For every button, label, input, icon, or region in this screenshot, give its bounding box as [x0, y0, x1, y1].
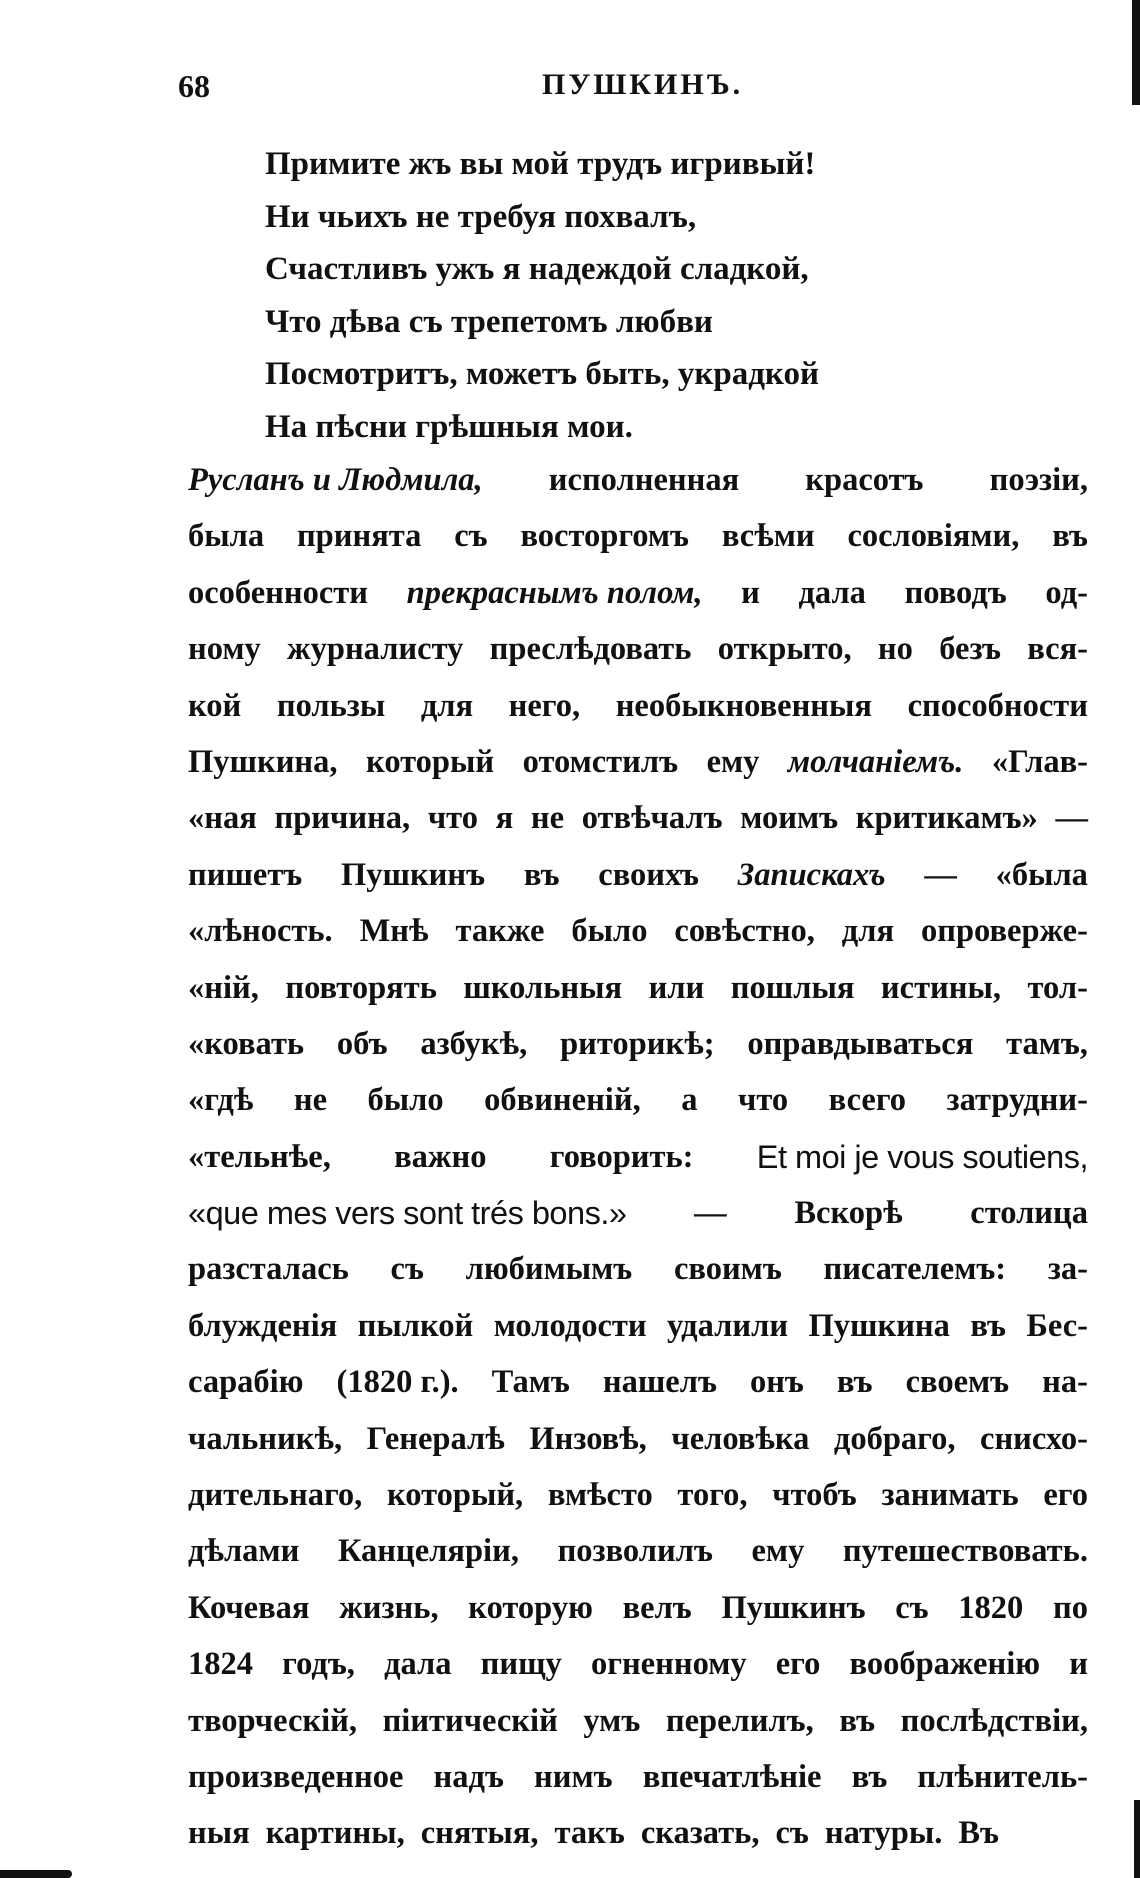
prose-word: въ [851, 1758, 888, 1795]
prose-word: своемъ [905, 1364, 1010, 1401]
prose-word: произведенное [188, 1758, 404, 1795]
prose-line [188, 1523, 1088, 1579]
scan-edge-mark [1132, 0, 1140, 105]
prose-word: а [681, 1082, 698, 1119]
prose-word: «тельнѣе, [188, 1138, 331, 1175]
prose-word: Кочевая [188, 1589, 310, 1626]
prose-word: од- [1045, 574, 1088, 611]
prose-line [188, 1580, 1088, 1636]
prose-word: или [648, 969, 705, 1006]
prose-line [188, 678, 1088, 734]
prose-word: преслѣдовать [489, 631, 692, 668]
prose-word: совѣстно, [674, 913, 815, 950]
prose-word: Et moi je vous soutiens, [756, 1138, 1088, 1175]
prose-word: отвѣчалъ [581, 800, 723, 837]
prose-word: пошлыя [730, 969, 855, 1006]
prose-word: разсталась [188, 1251, 349, 1288]
prose-word: дительнаго, [188, 1477, 363, 1514]
prose-word: отомстилъ [522, 743, 679, 780]
prose-word: за- [1047, 1251, 1088, 1288]
prose-word: всего [828, 1082, 907, 1119]
prose-word: на- [1042, 1364, 1088, 1401]
prose-word: не [530, 800, 565, 837]
prose-line [188, 1072, 1088, 1128]
prose-word: его [1043, 1477, 1088, 1514]
prose-word: перелилъ, [665, 1702, 814, 1739]
prose-word: чтобъ [772, 1477, 857, 1514]
prose-word: Пушкинъ [340, 856, 486, 893]
prose-word: важно [394, 1138, 487, 1175]
prose-word: него, [508, 687, 581, 724]
page-header [178, 68, 1090, 118]
prose-word: сословіями, [847, 518, 1020, 555]
prose-line [188, 1354, 1088, 1410]
prose-word: творческій, [188, 1702, 357, 1739]
prose-word: восторгомъ [520, 518, 689, 555]
prose-word: что [737, 1082, 789, 1119]
prose-word: принята [296, 518, 422, 555]
prose-word: блужденія [188, 1307, 338, 1344]
prose-word: плѣнитель- [917, 1758, 1088, 1795]
prose-word: пишетъ [188, 856, 303, 893]
prose-word: которую [468, 1589, 593, 1626]
prose-word: снятыя, [420, 1815, 539, 1852]
prose-word: піитическій [382, 1702, 558, 1739]
prose-word: любимымъ [465, 1251, 633, 1288]
prose-word: для [841, 913, 895, 950]
prose-word: Въ [958, 1815, 999, 1852]
poem-line: Посмотритъ, можетъ быть, украдкой [265, 356, 819, 392]
prose-word: журналисту [287, 631, 464, 668]
prose-word: было [571, 913, 648, 950]
poem-line: Ни чьихъ не требуя похвалъ, [265, 198, 697, 235]
prose-word: не [293, 1082, 328, 1119]
prose-word: особенности [188, 574, 368, 611]
prose-word: истины, [880, 969, 1001, 1006]
prose-word: (1820 г.). [336, 1364, 459, 1401]
prose-word: того, [677, 1477, 748, 1514]
prose-line [188, 1467, 1088, 1523]
prose-line [188, 1693, 1088, 1749]
prose-word: дала [798, 574, 866, 611]
prose-word: нашелъ [602, 1364, 717, 1401]
prose-word: умъ [583, 1702, 641, 1739]
prose-word: Бес- [1026, 1307, 1088, 1344]
prose-line [188, 1749, 1088, 1805]
prose-word: жизнь, [339, 1589, 439, 1626]
prose-word: критикамъ» [855, 800, 1038, 837]
prose-word: занимать [881, 1477, 1019, 1514]
prose-word: повторять [285, 969, 437, 1006]
prose-word: причина, [274, 800, 411, 837]
prose-word: писателемъ: [823, 1251, 1007, 1288]
prose-line [188, 621, 1088, 677]
prose-word: Мнѣ [359, 913, 429, 950]
prose-word: чальникѣ, [188, 1420, 343, 1457]
prose-word: дала [384, 1646, 452, 1683]
prose-word: картины, [265, 1815, 405, 1852]
prose-word: въ [523, 856, 560, 893]
prose-word: была [188, 518, 265, 555]
prose-word: по [1052, 1589, 1088, 1626]
prose-word: Русланъ и Людмила, [188, 462, 483, 498]
prose-word: также [455, 913, 545, 950]
prose-word: 1820 [958, 1589, 1024, 1626]
prose-word: «que mes vers sont trés bons.» [188, 1195, 627, 1232]
prose-word: снисхо- [980, 1420, 1088, 1457]
prose-line [188, 1129, 1088, 1185]
prose-word: сарабію [188, 1364, 304, 1401]
prose-word: «была [995, 856, 1088, 893]
prose-word: открыто, [717, 631, 852, 668]
prose-word: ему [751, 1533, 805, 1570]
prose-line [188, 1298, 1088, 1354]
prose-word: вмѣсто [547, 1477, 653, 1514]
prose-word: Пушкина, [188, 743, 338, 780]
prose-word: позволилъ [557, 1533, 713, 1570]
poem-line: Счастливъ ужъ я надеждой сладкой, [265, 251, 809, 287]
prose-word: всѣми [721, 518, 815, 555]
prose-line [188, 1016, 1088, 1072]
prose-word: Тамъ [491, 1364, 570, 1401]
poem-line: Что дѣва съ трепетомъ любви [265, 303, 713, 340]
prose-word: школьныя [463, 969, 623, 1006]
prose-line [188, 903, 1088, 959]
prose-word: человѣка [671, 1420, 810, 1457]
prose-word: обвиненій, [484, 1082, 641, 1119]
page-number: 68 [178, 68, 210, 104]
prose-line [188, 1241, 1088, 1297]
prose-word: Вскорѣ [794, 1195, 903, 1232]
prose-word: опроверже- [921, 913, 1088, 950]
prose-word: съ [390, 1251, 424, 1288]
poem-stanza [265, 138, 1045, 453]
prose-word: для [420, 687, 474, 724]
prose-word: исполненная [548, 462, 740, 498]
prose-word: красотъ [805, 462, 924, 498]
prose-word: говорить: [549, 1138, 694, 1175]
prose-word: въ [836, 1364, 873, 1401]
prose-word: годъ, [282, 1646, 355, 1683]
prose-word: «ній, [188, 969, 259, 1006]
prose-line [188, 734, 1088, 790]
prose-word: дѣлами [188, 1533, 300, 1570]
prose-word: «Глав- [991, 743, 1088, 780]
prose-word: затрудни- [946, 1082, 1088, 1119]
prose-word: поэзіи, [989, 462, 1088, 498]
prose-word: натуры. [824, 1815, 943, 1852]
prose-word: молодости [493, 1307, 647, 1344]
prose-word: велъ [622, 1589, 692, 1626]
prose-word: съ [775, 1815, 809, 1852]
prose-line [188, 960, 1088, 1016]
scan-smudge [0, 1870, 72, 1878]
prose-word: моимъ [740, 800, 839, 837]
prose-word: пользы [276, 687, 386, 724]
prose-word: ныя [188, 1815, 250, 1852]
poem-line: На пѣсни грѣшныя мои. [265, 408, 633, 445]
prose-word: ному [188, 631, 261, 668]
prose-word: послѣдствіи, [900, 1702, 1088, 1739]
prose-word: и [1069, 1646, 1088, 1683]
prose-word: Канцеляріи, [337, 1533, 519, 1570]
prose-word: и [741, 574, 760, 611]
prose-line [188, 790, 1088, 846]
prose-word: прекраснымъ полом, [406, 574, 703, 611]
prose-word: пищу [480, 1646, 562, 1683]
prose-line [188, 565, 1088, 621]
scan-edge-mark-bottom [1134, 1800, 1140, 1878]
prose-word: 1824 [188, 1646, 253, 1683]
prose-word: своихъ [598, 856, 699, 893]
prose-word: въ [970, 1307, 1007, 1344]
prose-word: его [775, 1646, 821, 1683]
prose-word: кой [188, 687, 242, 724]
prose-word: онъ [749, 1364, 804, 1401]
prose-word: «ная [188, 800, 257, 837]
prose-word: огненному [590, 1646, 747, 1683]
prose-word: способности [907, 687, 1088, 724]
prose-word: Запискахъ [737, 856, 886, 893]
prose-word: Пушкинъ [721, 1589, 866, 1626]
prose-line [188, 452, 1088, 508]
prose-word: тол- [1027, 969, 1088, 1006]
prose-word: въ [839, 1702, 876, 1739]
prose-word: который [366, 743, 495, 780]
prose-word: что [427, 800, 478, 837]
prose-word: путешествовать. [842, 1533, 1088, 1570]
prose-word: риторикѣ; [560, 1025, 715, 1062]
prose-word: удалили [666, 1307, 789, 1344]
poem-line: Примите жъ вы мой трудъ игривый! [265, 146, 816, 182]
prose-paragraph [188, 452, 1088, 1862]
prose-word: воображенію [849, 1646, 1041, 1683]
prose-word: «лѣность. [188, 913, 333, 950]
running-head: ПУШКИНЪ. [542, 68, 744, 101]
prose-word: ему [706, 743, 760, 780]
prose-word: въ [1052, 518, 1088, 555]
prose-word: азбукѣ, [420, 1025, 528, 1062]
prose-word: съ [454, 518, 488, 555]
prose-word: — [924, 856, 957, 893]
prose-word: «гдѣ [188, 1082, 254, 1119]
prose-word: объ [336, 1025, 388, 1062]
prose-word: надъ [433, 1758, 504, 1795]
prose-line [188, 1411, 1088, 1467]
prose-word: съ [895, 1589, 929, 1626]
prose-word: тамъ, [1006, 1025, 1088, 1062]
prose-word: впечатлѣніе [642, 1758, 822, 1795]
prose-word: своимъ [673, 1251, 782, 1288]
prose-line [188, 1805, 1088, 1861]
prose-word: Пушкина [808, 1307, 950, 1344]
prose-word: было [367, 1082, 444, 1119]
prose-word: такъ [554, 1815, 625, 1852]
prose-line [188, 1636, 1088, 1692]
prose-word: «ковать [188, 1025, 305, 1062]
prose-line [188, 847, 1088, 903]
prose-word: безъ [939, 631, 1001, 668]
prose-word: — [1055, 800, 1088, 837]
prose-word: — [694, 1195, 727, 1232]
prose-line [188, 508, 1088, 564]
prose-word: Инзовѣ, [529, 1420, 647, 1457]
prose-word: добраго, [833, 1420, 956, 1457]
prose-line [188, 1185, 1088, 1241]
prose-word: Генералѣ [366, 1420, 505, 1457]
prose-word: пылкой [357, 1307, 474, 1344]
prose-word: вся- [1027, 631, 1088, 668]
prose-word: поводъ [904, 574, 1007, 611]
prose-word: но [877, 631, 913, 668]
prose-word: который, [386, 1477, 524, 1514]
prose-word: нимъ [534, 1758, 613, 1795]
prose-word: необыкновенныя [615, 687, 872, 724]
prose-word: я [495, 800, 514, 837]
prose-word: сказать, [640, 1815, 760, 1852]
prose-word: молчаніемъ. [787, 743, 964, 780]
prose-word: столица [970, 1195, 1088, 1232]
prose-word: оправдываться [747, 1025, 974, 1062]
